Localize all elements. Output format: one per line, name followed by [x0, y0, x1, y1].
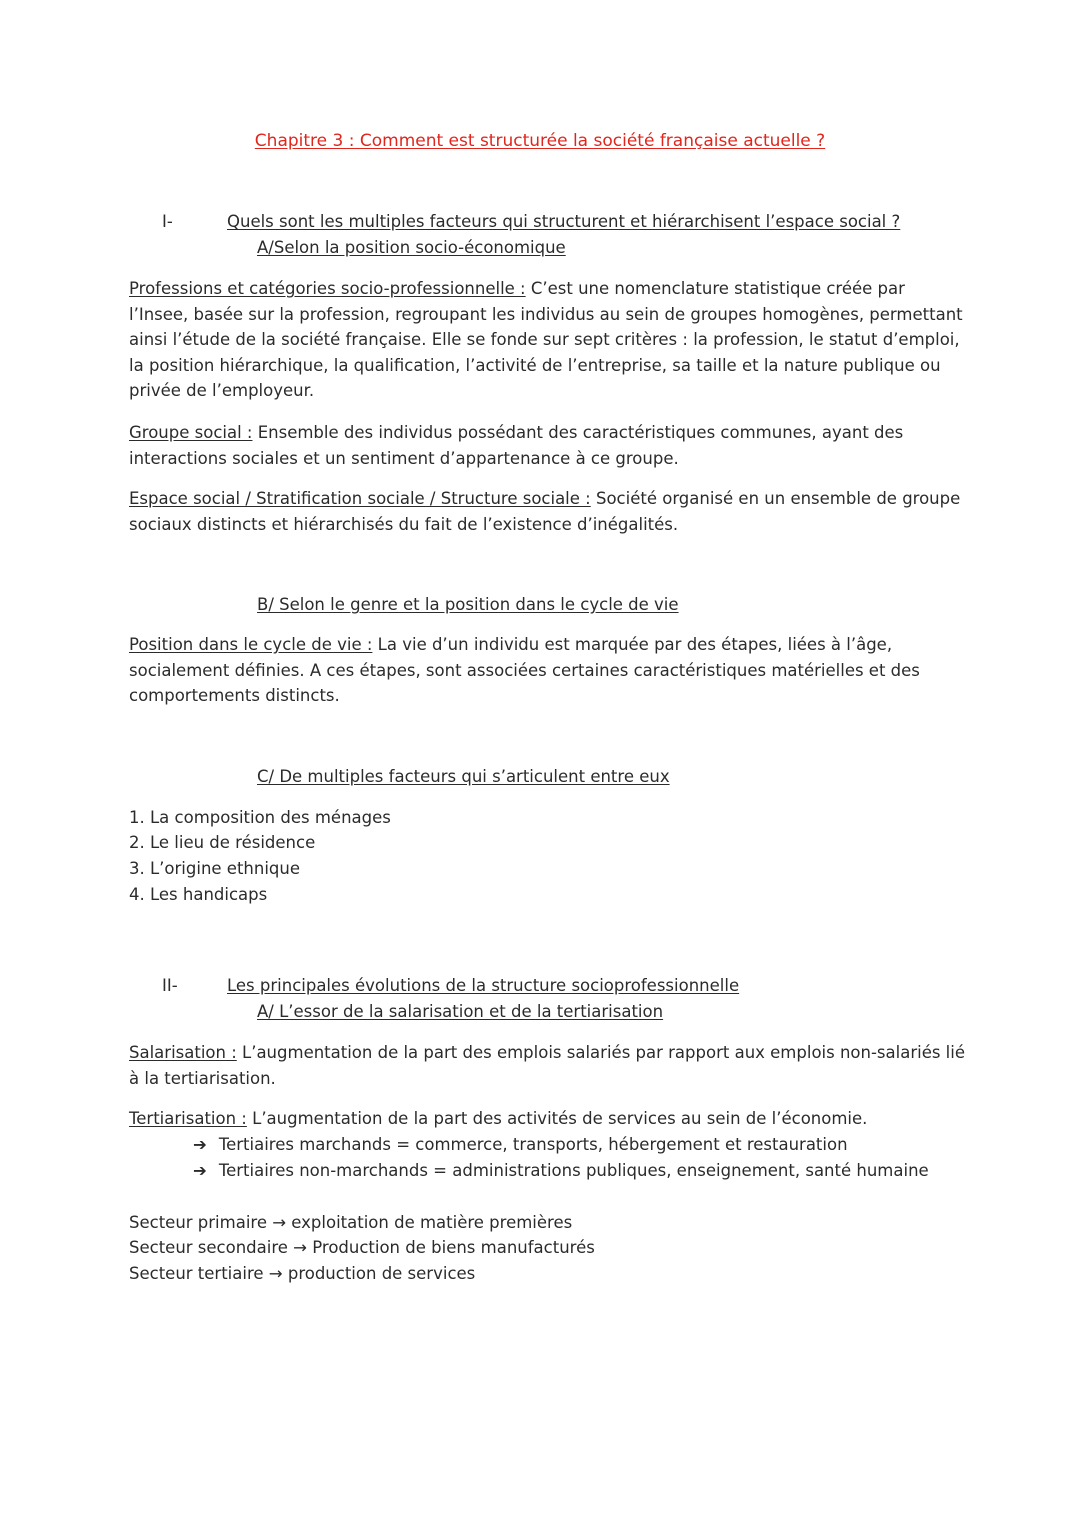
definition-tertiarisation [129, 1106, 969, 1132]
section-1-heading: Quels sont les multiples facteurs qui structurent et hiérarchisent l’espace social ? [227, 212, 901, 231]
section-1-numeral: I- [162, 212, 173, 231]
tertiary-item-text: Tertiaires marchands = commerce, transports, hébergement et restauration [218, 1135, 848, 1154]
tertiary-item [193, 1132, 848, 1158]
definition-pcs [129, 276, 969, 404]
definition-espace-social-text: Société organisé en un ensemble de groupe sociaux distincts et hiérarchisés du fait de l’existence d’inégalités. [129, 489, 961, 534]
list-item: 4. Les handicaps [129, 885, 268, 904]
arrow-right-icon: ➔ [193, 1135, 207, 1154]
sector-line: Secteur tertiaire → production de services [129, 1264, 476, 1283]
subsection-a-heading: A/Selon la position socio-économique [257, 238, 566, 257]
sector-line: Secteur secondaire → Production de biens manufacturés [129, 1238, 595, 1257]
definition-salarisation [129, 1040, 969, 1091]
section-2-numeral: II- [162, 976, 178, 995]
list-item: 1. La composition des ménages [129, 808, 391, 827]
sector-line: Secteur primaire → exploitation de matière premières [129, 1213, 573, 1232]
arrow-right-icon: ➔ [193, 1161, 207, 1180]
definition-pcs-term: Professions et catégories socio-professionnelle : [129, 279, 526, 298]
section-2-heading: Les principales évolutions de la structure socioprofessionnelle [227, 976, 740, 995]
page-title: Chapitre 3 : Comment est structurée la société française actuelle ? [254, 131, 826, 151]
subsection-c-heading: C/ De multiples facteurs qui s’articulent entre eux [257, 767, 670, 786]
definition-groupe-social-text: Ensemble des individus possédant des caractéristiques communes, ayant des interactions sociales et un sentiment d’appartenance à ce groupe. [129, 423, 904, 468]
tertiary-item [193, 1158, 929, 1184]
subsection-b-heading: B/ Selon le genre et la position dans le cycle de vie [257, 595, 679, 614]
tertiary-item-text: Tertiaires non-marchands = administrations publiques, enseignement, santé humaine [218, 1161, 929, 1180]
definition-salarisation-text: L’augmentation de la part des emplois salariés par rapport aux emplois non-salariés lié à la tertiarisation. [129, 1043, 966, 1088]
definition-tertiarisation-term: Tertiarisation : [129, 1109, 247, 1128]
definition-pcs-text: C’est une nomenclature statistique créée par l’Insee, basée sur la profession, regroupant les individus au sein de groupes homogènes, permettant ainsi l’étude de la société française. Elle se fonde sur sept critères : la profession, le statut d’emploi, la position hiérarchique, la qualification, l’activité de l’entreprise, sa taille et la nature publique ou privée de l’employeur. [129, 279, 963, 401]
definition-cycle-de-vie-text: La vie d’un individu est marquée par des étapes, liées à l’âge, socialement définies. A ces étapes, sont associées certaines caractéristiques matérielles et des comportements distincts. [129, 635, 920, 706]
list-item: 3. L’origine ethnique [129, 859, 301, 878]
list-item: 2. Le lieu de résidence [129, 833, 316, 852]
definition-groupe-social-term: Groupe social : [129, 423, 253, 442]
definition-espace-social [129, 486, 969, 537]
definition-tertiarisation-text: L’augmentation de la part des activités de services au sein de l’économie. [246, 1109, 868, 1128]
definition-cycle-de-vie-term: Position dans le cycle de vie : [129, 635, 373, 654]
definition-espace-social-term: Espace social / Stratification sociale / Structure sociale : [129, 489, 591, 508]
definition-groupe-social [129, 420, 969, 471]
definition-cycle-de-vie [129, 632, 969, 709]
subsection-2a-heading: A/ L’essor de la salarisation et de la tertiarisation [257, 1002, 664, 1021]
definition-salarisation-term: Salarisation : [129, 1043, 237, 1062]
